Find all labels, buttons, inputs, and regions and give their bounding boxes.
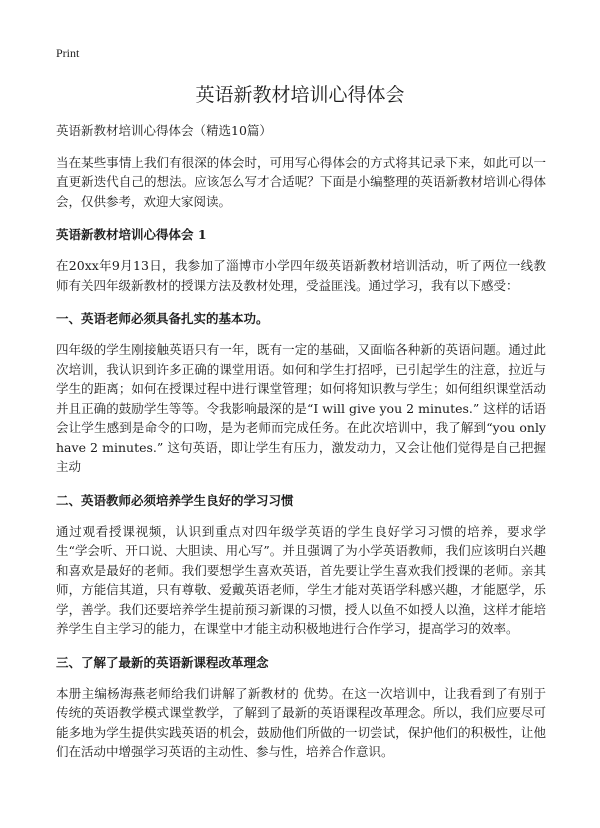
point-heading-1: 一、英语老师必须具备扎实的基本功。 <box>56 311 269 326</box>
point-paragraph-2: 通过观看授课视频，认识到重点对四年级学英语的学生良好学习习惯的培养，要求学生“学会听、开口说、大胆读、用心写”。并且强调了为小学英语教师，我们应该明白兴趣和喜欢是最好的老师。我们要想学生喜欢英语，首先要让学生喜欢我们授课的老师。亲其师，方能信其道，只有尊敬、爱戴英语老师，学生才能对英语学科感兴趣，才能愿学，乐学，善学。我们还要培养学生提前预习新课的习惯，授人以鱼不如授人以渔，这样才能培养学生自主学习的能力，在课堂中才能主动积极地进行合作学习，提高学习的效率。 <box>56 523 546 636</box>
print-link[interactable]: Print <box>56 46 80 60</box>
point-paragraph-3: 本册主编杨海燕老师给我们讲解了新教材的 优势。在这一次培训中，让我看到了有别于传统的英语教学模式课堂教学，了解到了最新的英语课程改革理念。所以，我们应要尽可能多地为学生提供实践英语的机会，鼓励他们所做的一切尝试，保护他们的积极性，让他们在活动中增强学习英语的主动性、参与性，培养合作意识。 <box>56 685 546 759</box>
document-subtitle: 英语新教材培训心得体会（精选10篇） <box>56 123 272 138</box>
page-title: 英语新教材培训心得体会 <box>195 84 405 106</box>
section-heading: 英语新教材培训心得体会 1 <box>56 227 207 242</box>
intro-paragraph: 当在某些事情上我们有很深的体会时，可用写心得体会的方式将其记录下来，如此可以一直更新迭代自己的想法。应该怎么写才合适呢？下面是小编整理的英语新教材培训心得体会，仅供参考，欢迎大家阅读。 <box>56 154 546 209</box>
document-body <box>56 121 546 762</box>
point-heading-3: 三、了解了最新的英语新课程改革理念 <box>56 654 269 670</box>
point-paragraph-1: 四年级的学生刚接触英语只有一年，既有一定的基础，又面临各种新的英语问题。通过此次培训，我认识到许多正确的课堂用语。如何和学生打招呼，已引起学生的注意，拉近与学生的距离；如何在授课过程中进行课堂管理；如何将知识教与学生；如何组织课堂活动并且正确的鼓励学生等等。令我影响最深的是“I will give you 2 minutes.” 这样的话语会让学生感到是命令的口吻，是为老师而完成任务。在此次培训中，我了解到“you only have 2 minutes.” 这句英语，即让学生有压力，激发动力，又会让他们觉得是自己把握主动 <box>56 342 546 474</box>
point-heading-2: 二、英语教师必须培养学生良好的学习习惯 <box>56 492 294 508</box>
section-paragraph: 在20xx年9月13日，我参加了淄博市小学四年级英语新教材培训活动，听了两位一线教师有关四年级新教材的授课方法及教材处理，受益匪浅。通过学习，我有以下感受： <box>56 258 546 293</box>
